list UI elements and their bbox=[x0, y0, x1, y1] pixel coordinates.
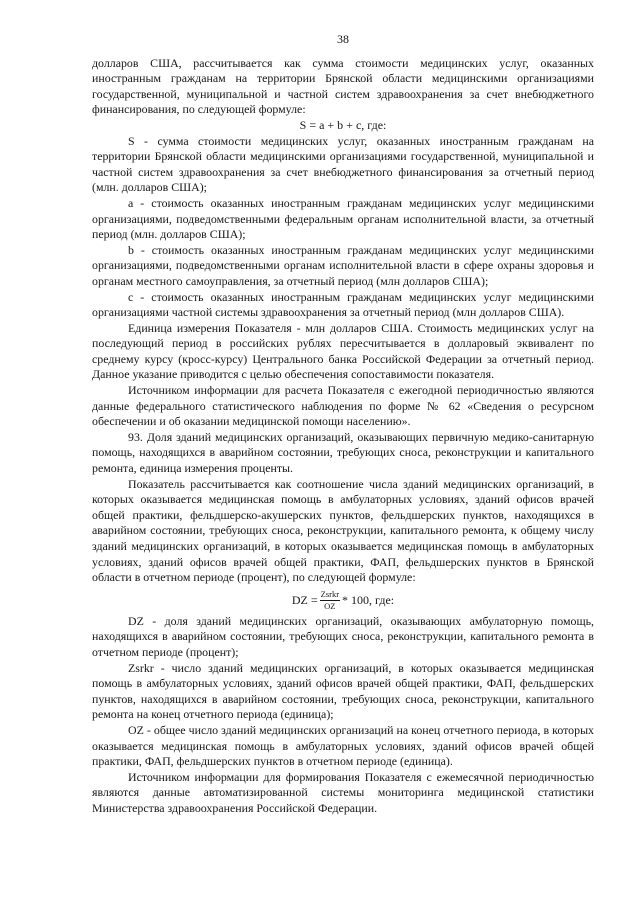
definition-b: b - стоимость оказанных иностранным гражданам медицинских услуг медицинскими организациями, подведомственными органам исполнительной власти в сфере охраны здоровья и органам местного самоуправления, за отчетный период (млн долларов США); bbox=[92, 242, 594, 288]
definition-zsrkr: Zsrkr - число зданий медицинских организаций, в которых оказывается медицинская помощь в амбулаторных условиях, зданий офисов врачей общей практики, ФАП, фельдшерских пунктов, находящихся в аварийном состоянии, требующих сноса, реконструкции, капитального ремонта на конец отчетного периода (единица); bbox=[92, 660, 594, 722]
paragraph-intro: долларов США, рассчитывается как сумма стоимости медицинских услуг, оказанных иностранным гражданам на территории Брянской области медицинскими организациями государственной, муниципальной и частной систем здравоохранения за счет внебюджетного финансирования, по следующей формуле: bbox=[92, 55, 594, 117]
definition-oz: OZ - общее число зданий медицинских организаций на конец отчетного периода, в которых оказывается медицинская помощь в амбулаторных условиях, зданий офисов врачей общей практики, ФАП, фельдшерских пунктов в отчетном периоде (единица). bbox=[92, 722, 594, 769]
definition-s: S - сумма стоимости медицинских услуг, оказанных иностранным гражданам на территории Брянской области медицинскими организациями государственной, муниципальной и частной систем здравоохранения за счет внебюджетного финансирования за отчетный период (млн. долларов США); bbox=[92, 133, 594, 195]
formula-dz-rhs: * 100, где: bbox=[342, 592, 395, 607]
paragraph-unit: Единица измерения Показателя - млн долларов США. Стоимость медицинских услуг на последующий период в российских рублях пересчитывается в долларовый эквивалент по среднему курсу (кросс-курсу) Центрального банка Российской Федерации за отчетный период. Данное указание приводится с целью обеспечения сопоставимости показателя. bbox=[92, 320, 594, 382]
page-number: 38 bbox=[337, 32, 349, 46]
paragraph-calculation: Показатель рассчитывается как соотношение числа зданий медицинских организаций, в которых оказывается медицинская помощь в амбулаторных условиях, зданий офисов врачей общей практики, фельдшерско-акушерских пунктов, фельдшерских пунктов, находящихся в аварийном состоянии, требующих сноса, реконструкции, капитального ремонта, к общему числу зданий медицинских организаций, в которых оказывается медицинская помощь в амбулаторных условиях, зданий офисов врачей общей практики, ФАП, фельдшерских пунктов в Брянской области в отчетном периоде (процент), по следующей формуле: bbox=[92, 476, 594, 585]
formula-dz-fraction bbox=[320, 590, 340, 611]
formula-sum: S = a + b + c, где: bbox=[299, 117, 387, 132]
formula-dz-numerator: Zsrkr bbox=[320, 589, 340, 600]
formula-dz-lhs: DZ = bbox=[291, 592, 318, 607]
formula-dz bbox=[92, 588, 594, 614]
formula-dz-denominator: OZ bbox=[324, 601, 336, 612]
paragraph-item-93: 93. Доля зданий медицинских организаций, оказывающих первичную медико-санитарную помощь, находящихся в аварийном состоянии, требующих сноса, реконструкции и капитального ремонта, единица измерения проценты. bbox=[92, 429, 594, 476]
definition-dz: DZ - доля зданий медицинских организаций, оказывающих амбулаторную помощь, находящихся в аварийном состоянии, требующих сноса, реконструкции, капитального ремонта в отчетном периоде (процент); bbox=[92, 613, 594, 659]
paragraph-source-2: Источником информации для формирования Показателя с ежемесячной периодичностью являются данные автоматизированной системы мониторинга медицинской статистики Министерства здравоохранения Российской Федерации. bbox=[92, 769, 594, 815]
paragraph-source: Источником информации для расчета Показателя с ежегодной периодичностью являются данные федерального статистического наблюдения по форме № 62 «Сведения о ресурсном обеспечении и об оказании медицинской помощи населению». bbox=[92, 383, 594, 429]
definition-c: c - стоимость оказанных иностранным гражданам медицинских услуг медицинскими организациями частной системы здравоохранения за отчетный период (млн долларов США). bbox=[92, 289, 594, 320]
definition-a: a - стоимость оказанных иностранным гражданам медицинских услуг медицинскими организациями, подведомственными федеральным органам исполнительной власти, за отчетный период (млн. долларов США); bbox=[92, 195, 594, 242]
